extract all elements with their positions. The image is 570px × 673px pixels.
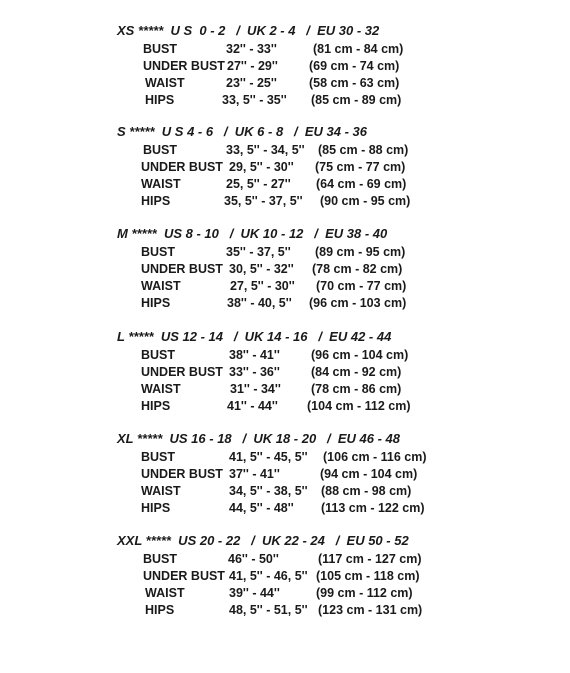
measurement-label: HIPS	[141, 296, 171, 310]
measurement-label: HIPS	[141, 194, 171, 208]
measurement-inches: 41, 5'' - 45, 5''	[229, 450, 308, 464]
size-heading: XXL ***** US 20 - 22 / UK 22 - 24 / EU 50 - 52	[117, 533, 409, 548]
measurement-inches: 41, 5'' - 46, 5''	[229, 569, 308, 583]
size-block-xl	[0, 432, 570, 532]
measurement-label: BUST	[143, 42, 178, 56]
measurement-row-hips	[0, 501, 570, 518]
measurement-inches: 33, 5'' - 35''	[222, 93, 287, 107]
measurement-cm: (123 cm - 131 cm)	[318, 603, 423, 617]
measurement-label: UNDER BUST	[141, 365, 223, 379]
measurement-inches: 41'' - 44''	[227, 399, 278, 413]
measurement-cm: (81 cm - 84 cm)	[313, 42, 404, 56]
measurement-cm: (88 cm - 98 cm)	[321, 484, 412, 498]
measurement-inches: 46'' - 50''	[228, 552, 279, 566]
measurement-row-bust	[0, 245, 570, 262]
measurement-label: UNDER BUST	[143, 569, 225, 583]
measurement-cm: (58 cm - 63 cm)	[309, 76, 400, 90]
measurement-label: BUST	[141, 245, 176, 259]
measurement-row-waist	[0, 279, 570, 296]
size-block-l	[0, 330, 570, 430]
measurement-row-hips	[0, 296, 570, 313]
measurement-cm: (96 cm - 103 cm)	[309, 296, 407, 310]
measurement-row-hips	[0, 603, 570, 620]
measurement-cm: (78 cm - 82 cm)	[312, 262, 403, 276]
measurement-inches: 34, 5'' - 38, 5''	[229, 484, 308, 498]
measurement-inches: 32'' - 33''	[226, 42, 277, 56]
measurement-row-bust	[0, 42, 570, 59]
measurement-row-waist	[0, 586, 570, 603]
measurement-label: WAIST	[145, 76, 185, 90]
measurement-label: HIPS	[145, 603, 175, 617]
measurement-label: WAIST	[141, 279, 181, 293]
measurement-row-bust	[0, 450, 570, 467]
measurement-row-under-bust	[0, 160, 570, 177]
measurement-inches: 48, 5'' - 51, 5''	[229, 603, 308, 617]
size-block-s	[0, 125, 570, 225]
size-block-xs	[0, 24, 570, 124]
measurement-cm: (104 cm - 112 cm)	[307, 399, 411, 413]
measurement-label: BUST	[141, 348, 176, 362]
measurement-row-waist	[0, 382, 570, 399]
measurement-cm: (106 cm - 116 cm)	[323, 450, 427, 464]
measurement-row-under-bust	[0, 569, 570, 586]
measurement-cm: (90 cm - 95 cm)	[320, 194, 411, 208]
measurement-cm: (85 cm - 88 cm)	[318, 143, 409, 157]
measurement-label: UNDER BUST	[141, 262, 223, 276]
measurement-inches: 30, 5'' - 32''	[229, 262, 294, 276]
measurement-cm: (94 cm - 104 cm)	[320, 467, 418, 481]
measurement-cm: (70 cm - 77 cm)	[316, 279, 407, 293]
measurement-label: BUST	[143, 143, 178, 157]
measurement-cm: (75 cm - 77 cm)	[315, 160, 406, 174]
measurement-cm: (84 cm - 92 cm)	[311, 365, 402, 379]
measurement-inches: 44, 5'' - 48''	[229, 501, 294, 515]
measurement-inches: 33, 5'' - 34, 5''	[226, 143, 305, 157]
measurement-cm: (69 cm - 74 cm)	[309, 59, 400, 73]
measurement-cm: (85 cm - 89 cm)	[311, 93, 402, 107]
measurement-label: WAIST	[141, 382, 181, 396]
measurement-inches: 37'' - 41''	[229, 467, 280, 481]
measurement-inches: 29, 5'' - 30''	[229, 160, 294, 174]
measurement-label: HIPS	[141, 399, 171, 413]
measurement-row-bust	[0, 552, 570, 569]
size-block-xxl	[0, 534, 570, 634]
measurement-label: UNDER BUST	[141, 467, 223, 481]
measurement-inches: 35'' - 37, 5''	[226, 245, 291, 259]
measurement-row-under-bust	[0, 365, 570, 382]
measurement-label: WAIST	[141, 484, 181, 498]
measurement-row-bust	[0, 143, 570, 160]
measurement-label: HIPS	[141, 501, 171, 515]
measurement-row-bust	[0, 348, 570, 365]
measurement-row-waist	[0, 484, 570, 501]
measurement-row-under-bust	[0, 262, 570, 279]
measurement-row-under-bust	[0, 59, 570, 76]
measurement-row-waist	[0, 177, 570, 194]
size-block-m	[0, 227, 570, 327]
measurement-label: UNDER BUST	[141, 160, 223, 174]
measurement-inches: 27, 5'' - 30''	[230, 279, 295, 293]
measurement-inches: 23'' - 25''	[226, 76, 277, 90]
size-heading: S ***** U S 4 - 6 / UK 6 - 8 / EU 34 - 36	[117, 124, 367, 139]
measurement-inches: 25, 5'' - 27''	[226, 177, 291, 191]
measurement-cm: (99 cm - 112 cm)	[316, 586, 413, 600]
measurement-inches: 27'' - 29''	[227, 59, 278, 73]
measurement-inches: 35, 5'' - 37, 5''	[224, 194, 303, 208]
measurement-cm: (105 cm - 118 cm)	[316, 569, 420, 583]
measurement-cm: (64 cm - 69 cm)	[316, 177, 407, 191]
measurement-inches: 31'' - 34''	[230, 382, 281, 396]
measurement-row-hips	[0, 194, 570, 211]
measurement-label: BUST	[143, 552, 178, 566]
measurement-inches: 38'' - 41''	[229, 348, 280, 362]
size-heading: XL ***** US 16 - 18 / UK 18 - 20 / EU 46 - 48	[117, 431, 400, 446]
measurement-label: BUST	[141, 450, 176, 464]
size-heading: M ***** US 8 - 10 / UK 10 - 12 / EU 38 - 40	[117, 226, 388, 241]
measurement-label: UNDER BUST	[143, 59, 225, 73]
measurement-row-waist	[0, 76, 570, 93]
size-heading: L ***** US 12 - 14 / UK 14 - 16 / EU 42 - 44	[117, 329, 392, 344]
measurement-label: HIPS	[145, 93, 175, 107]
measurement-cm: (89 cm - 95 cm)	[315, 245, 406, 259]
measurement-row-hips	[0, 93, 570, 110]
measurement-cm: (113 cm - 122 cm)	[321, 501, 425, 515]
measurement-cm: (96 cm - 104 cm)	[311, 348, 409, 362]
measurement-inches: 33'' - 36''	[229, 365, 280, 379]
measurement-inches: 39'' - 44''	[229, 586, 280, 600]
measurement-cm: (117 cm - 127 cm)	[318, 552, 422, 566]
size-heading: XS ***** U S 0 - 2 / UK 2 - 4 / EU 30 - 32	[117, 23, 380, 38]
measurement-inches: 38'' - 40, 5''	[227, 296, 292, 310]
measurement-row-under-bust	[0, 467, 570, 484]
measurement-label: WAIST	[141, 177, 181, 191]
measurement-row-hips	[0, 399, 570, 416]
measurement-label: WAIST	[145, 586, 185, 600]
measurement-cm: (78 cm - 86 cm)	[311, 382, 402, 396]
